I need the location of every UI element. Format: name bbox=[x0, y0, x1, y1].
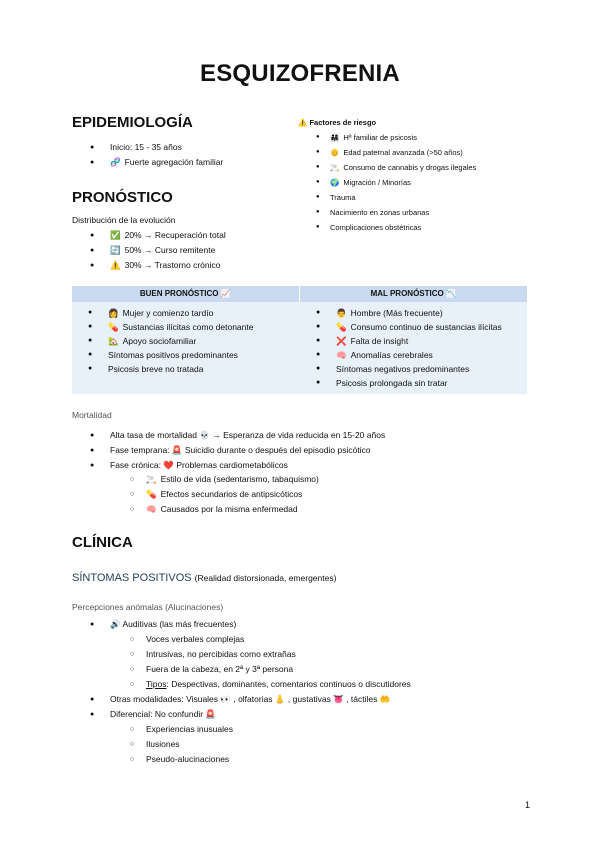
diferencial-sublist bbox=[130, 722, 233, 767]
brain-icon: 🧠 bbox=[146, 504, 157, 514]
list-item: ● 👨‍👩‍👧 Hª familiar de psicosis bbox=[330, 130, 476, 145]
list-item: ○ 🧠 Causados por la misma enfermedad bbox=[146, 502, 319, 517]
bad-prognosis-list bbox=[316, 306, 502, 390]
list-item: ● 👴 Edad paternal avanzada (>50 años) bbox=[330, 145, 476, 160]
warning-icon: ⚠️ bbox=[298, 118, 308, 127]
list-item: ● Fase temprana: 🚨 Suicidio durante o después del episodio psicótico bbox=[90, 445, 371, 455]
mortalidad-list bbox=[90, 428, 386, 473]
cigarette-icon: 🚬 bbox=[330, 163, 340, 172]
list-item: ● Otras modalidades: Visuales 👀 , olfatorias 👃 , gustativas 👅 , táctiles 🤲 bbox=[90, 694, 391, 704]
woman-icon: 👩 bbox=[108, 308, 119, 318]
list-item: ● 🧬 Fuerte agregación familiar bbox=[110, 155, 223, 170]
list-item: ● Trauma bbox=[316, 193, 356, 202]
list-item: ● Nacimiento en zonas urbanas bbox=[316, 208, 430, 217]
list-item: ● 🌍 Migración / Minorías bbox=[330, 175, 476, 190]
table-row: ● 👩 Mujer y comienzo tardío bbox=[88, 308, 214, 318]
epidemiologia-heading: EPIDEMIOLOGÍA bbox=[72, 114, 193, 131]
table-row: ● Síntomas negativos predominantes bbox=[316, 364, 470, 374]
globe-icon: 🌍 bbox=[330, 178, 340, 187]
table-row: ● 💊 Consumo continuo de sustancias ilícitas bbox=[316, 322, 502, 332]
pill-icon: 💊 bbox=[108, 322, 119, 332]
pronostico-heading: PRONÓSTICO bbox=[72, 189, 173, 206]
list-item: ● ⚠️ 30% → Trastorno crónico bbox=[110, 258, 226, 273]
list-item: ○ Voces verbales complejas bbox=[130, 634, 245, 644]
man-icon: 👨 bbox=[336, 308, 347, 318]
list-item: ○ 💊 Efectos secundarios de antipsicóticos bbox=[146, 487, 319, 502]
list-item: ● Diferencial: No confundir 🚨 bbox=[90, 709, 217, 719]
family-icon: 👨‍👩‍👧 bbox=[330, 133, 340, 142]
check-icon: ✅ bbox=[110, 230, 121, 240]
brain-icon: 🧠 bbox=[336, 350, 347, 360]
clinica-heading: CLÍNICA bbox=[72, 534, 133, 551]
elderly-icon: 👴 bbox=[330, 148, 340, 157]
list-item: ○ 🚬 Estilo de vida (sedentarismo, tabaquismo) bbox=[146, 472, 319, 487]
good-prognosis-header: BUEN PRONÓSTICO 📈 bbox=[72, 286, 300, 302]
table-row: ● 👨 Hombre (Más frecuente) bbox=[316, 308, 443, 318]
cigarette-icon: 🚬 bbox=[146, 474, 157, 484]
list-item: ○ Experiencias inusuales bbox=[130, 724, 233, 734]
warning-icon: ⚠️ bbox=[110, 260, 121, 270]
list-item: ● ✅ 20% → Recuperación total bbox=[110, 228, 226, 243]
list-item: ○ Intrusivas, no percibidas como extrañas bbox=[130, 649, 296, 659]
list-item: ● Fase crónica: ❤️ Problemas cardiometabólicos bbox=[90, 460, 288, 470]
perceptions-heading: Percepciones anómalas (Alucinaciones) bbox=[72, 602, 224, 612]
table-row: ● 💊 Sustancias ilícitas como detonante bbox=[88, 322, 254, 332]
document-title: ESQUIZOFRENIA bbox=[200, 60, 400, 87]
home-icon: 🏡 bbox=[108, 336, 119, 346]
mortalidad-heading: Mortalidad bbox=[72, 410, 112, 420]
pronostico-list bbox=[90, 228, 226, 273]
table-row: ● Psicosis prolongada sin tratar bbox=[316, 378, 448, 388]
pronostico-subheading: Distribución de la evolución bbox=[72, 215, 176, 225]
cross-icon: ❌ bbox=[336, 336, 347, 346]
auditivas-list bbox=[90, 617, 237, 632]
list-item: ○ Ilusiones bbox=[130, 739, 180, 749]
list-item: ○ Fuera de la cabeza, en 2ª y 3ª persona bbox=[130, 664, 294, 674]
table-row: ● 🏡 Apoyo sociofamiliar bbox=[88, 336, 197, 346]
pill-icon: 💊 bbox=[336, 322, 347, 332]
good-prognosis-list bbox=[88, 306, 254, 376]
list-item: ● Alta tasa de mortalidad 💀 → Esperanza de vida reducida en 15-20 años bbox=[90, 430, 386, 440]
pill-icon: 💊 bbox=[146, 489, 157, 499]
modalidades-list bbox=[90, 692, 391, 722]
positive-symptoms-heading: SÍNTOMAS POSITIVOS (Realidad distorsionada, emergentes) bbox=[72, 572, 337, 584]
table-row: ● Síntomas positivos predominantes bbox=[88, 350, 238, 360]
list-item: ● 🚬 Consumo de cannabis y drogas ilegales bbox=[330, 160, 476, 175]
list-item: ● 🔊 Auditivas (las más frecuentes) bbox=[90, 619, 237, 629]
mortalidad-sublist bbox=[130, 472, 319, 517]
bad-prognosis-header: MAL PRONÓSTICO 📉 bbox=[300, 286, 528, 302]
table-row: ● Psicosis breve no tratada bbox=[88, 364, 204, 374]
epidemiologia-list bbox=[90, 140, 224, 170]
prognosis-table bbox=[72, 286, 527, 394]
page-number: 1 bbox=[524, 800, 530, 810]
risk-heading: ⚠️ Factores de riesgo bbox=[298, 118, 377, 127]
risk-list bbox=[316, 130, 477, 235]
list-item: ● 🔄 50% → Curso remitente bbox=[110, 243, 226, 258]
cycle-icon: 🔄 bbox=[110, 245, 121, 255]
auditivas-sublist bbox=[130, 632, 411, 692]
list-item: ○ Tipos: Despectivas, dominantes, comentarios continuos o discutidores bbox=[130, 679, 411, 689]
list-item: ○ Pseudo-alucinaciones bbox=[130, 754, 230, 764]
list-item: ● Complicaciones obstétricas bbox=[316, 223, 422, 232]
table-row: ● ❌ Falta de insight bbox=[316, 336, 409, 346]
table-row: ● 🧠 Anomalías cerebrales bbox=[316, 350, 433, 360]
dna-icon: 🧬 bbox=[110, 157, 121, 167]
list-item: ● Inicio: 15 - 35 años bbox=[90, 142, 182, 152]
